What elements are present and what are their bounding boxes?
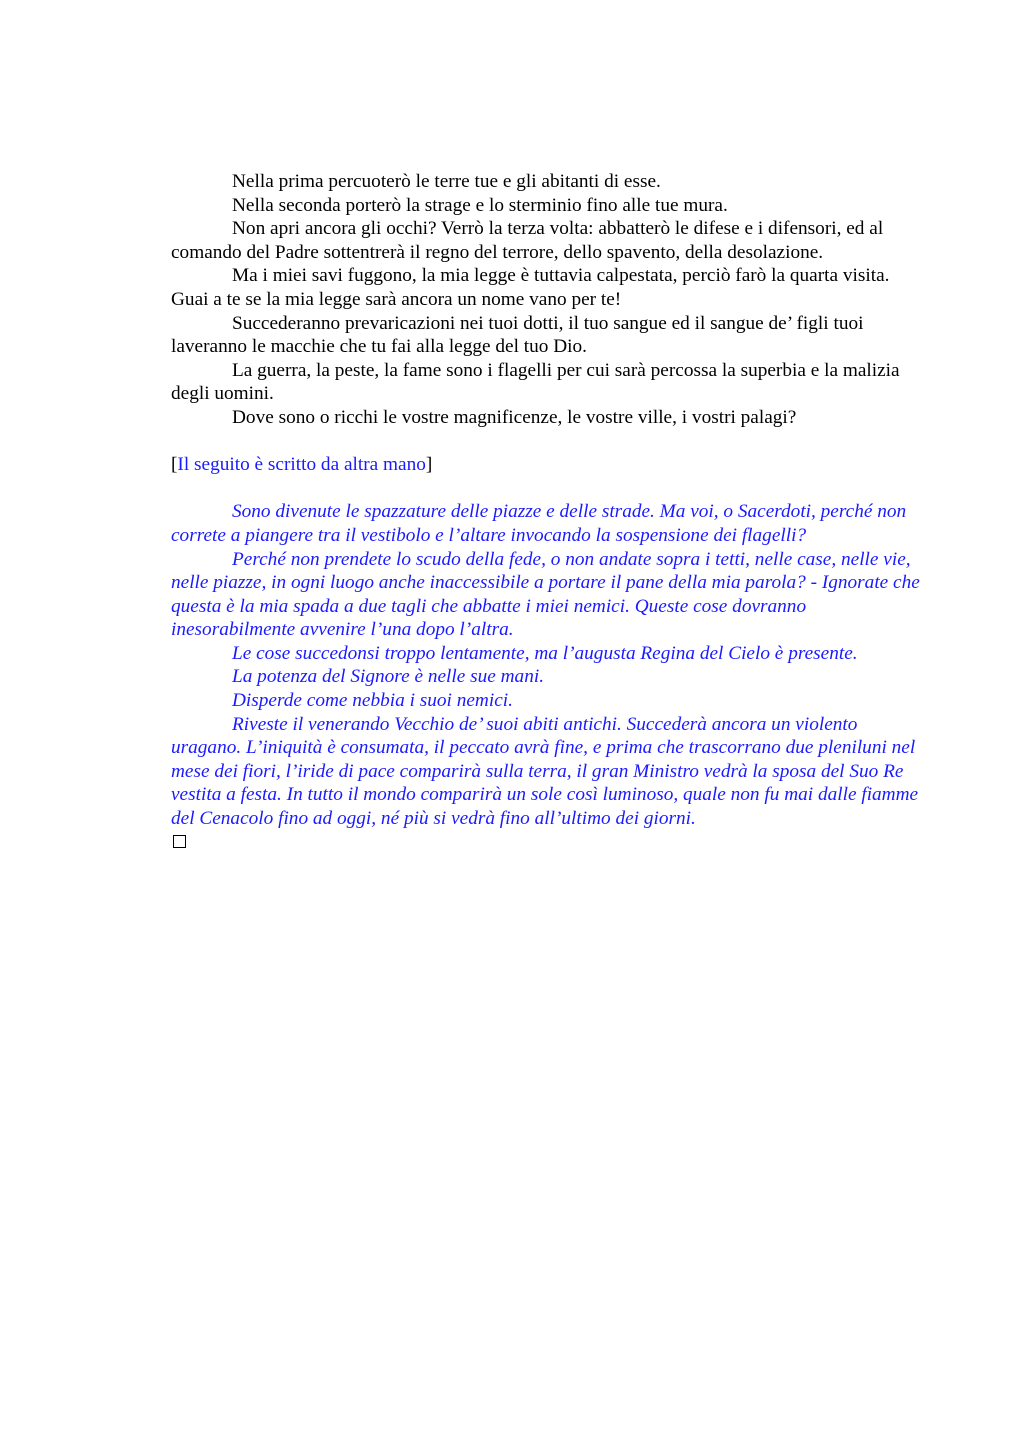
paragraph: Disperde come nebbia i suoi nemici. — [232, 690, 513, 712]
prophecy-section — [171, 170, 931, 430]
paragraph: La guerra, la peste, la fame sono i flagelli per cui sarà percossa la superbia e la malizia degli uomini. — [171, 359, 900, 405]
end-marker-square-icon — [173, 835, 186, 848]
paragraph: Ma i miei savi fuggono, la mia legge è tuttavia calpestata, perciò farò la quarta visita. Guai a te se la mia legge sarà ancora un nome vano per te! — [171, 265, 890, 310]
paragraph: Le cose succedonsi troppo lentamente, ma l’augusta Regina del Cielo è presente. — [232, 642, 858, 664]
editor-note — [171, 453, 931, 477]
note-open-bracket: [ — [171, 454, 178, 476]
paragraph: Perché non prendete lo scudo della fede, o non andate sopra i tetti, nelle case, nelle vie, nelle piazze, in ogni luogo anche inaccessibile a portare il pane della mia parola? - Ignorate che questa è la mia spada a due tagli che abbatte i miei nemici. Queste cose dovranno inesorabilmente avvenire l’una dopo l’altra. — [171, 548, 920, 641]
note-close-bracket: ] — [425, 454, 433, 476]
paragraph: Sono divenute le spazzature delle piazze e delle strade. Ma voi, o Sacerdoti, perché non correte a piangere tra il vestibolo e l’altare invocando la sospensione dei flagelli? — [171, 501, 907, 546]
paragraph: Succederanno prevaricazioni nei tuoi dotti, il tuo sangue ed il sangue de’ figli tuoi laveranno le macchie che tu fai alla legge del tuo Dio. — [171, 312, 864, 358]
continuation-section — [171, 500, 931, 830]
paragraph: Non apri ancora gli occhi? Verrò la terza volta: abbatterò le difese e i difensori, ed al comando del Padre sottentrerà il regno del terrore, dello spavento, della desolazione. — [171, 218, 884, 263]
paragraph: Nella seconda porterò la strage e lo sterminio fino alle tue mura. — [232, 194, 728, 216]
paragraph: Riveste il venerando Vecchio de’ suoi abiti antichi. Succederà ancora un violento uragano. L’iniquità è consumata, il peccato avrà fine, e prima che trascorrano due pleniluni nel mese dei fiori, l’iride di pace comparirà sulla terra, il gran Ministro vedrà la sposa del Suo Re vestita a festa. In tutto il mondo comparirà un sole così luminoso, quale non fu mai dalle fiamme del Cenacolo fino ad oggi, né più si vedrà fino all’ultimo dei giorni. — [171, 713, 919, 830]
paragraph: La potenza del Signore è nelle sue mani. — [232, 666, 545, 688]
paragraph: Nella prima percuoterò le terre tue e gli abitanti di esse. — [232, 171, 661, 192]
document-page — [171, 170, 931, 848]
paragraph: Dove sono o ricchi le vostre magnificenze, le vostre ville, i vostri palagi? — [232, 406, 797, 428]
note-text: Il seguito è scritto da altra mano — [177, 454, 426, 476]
